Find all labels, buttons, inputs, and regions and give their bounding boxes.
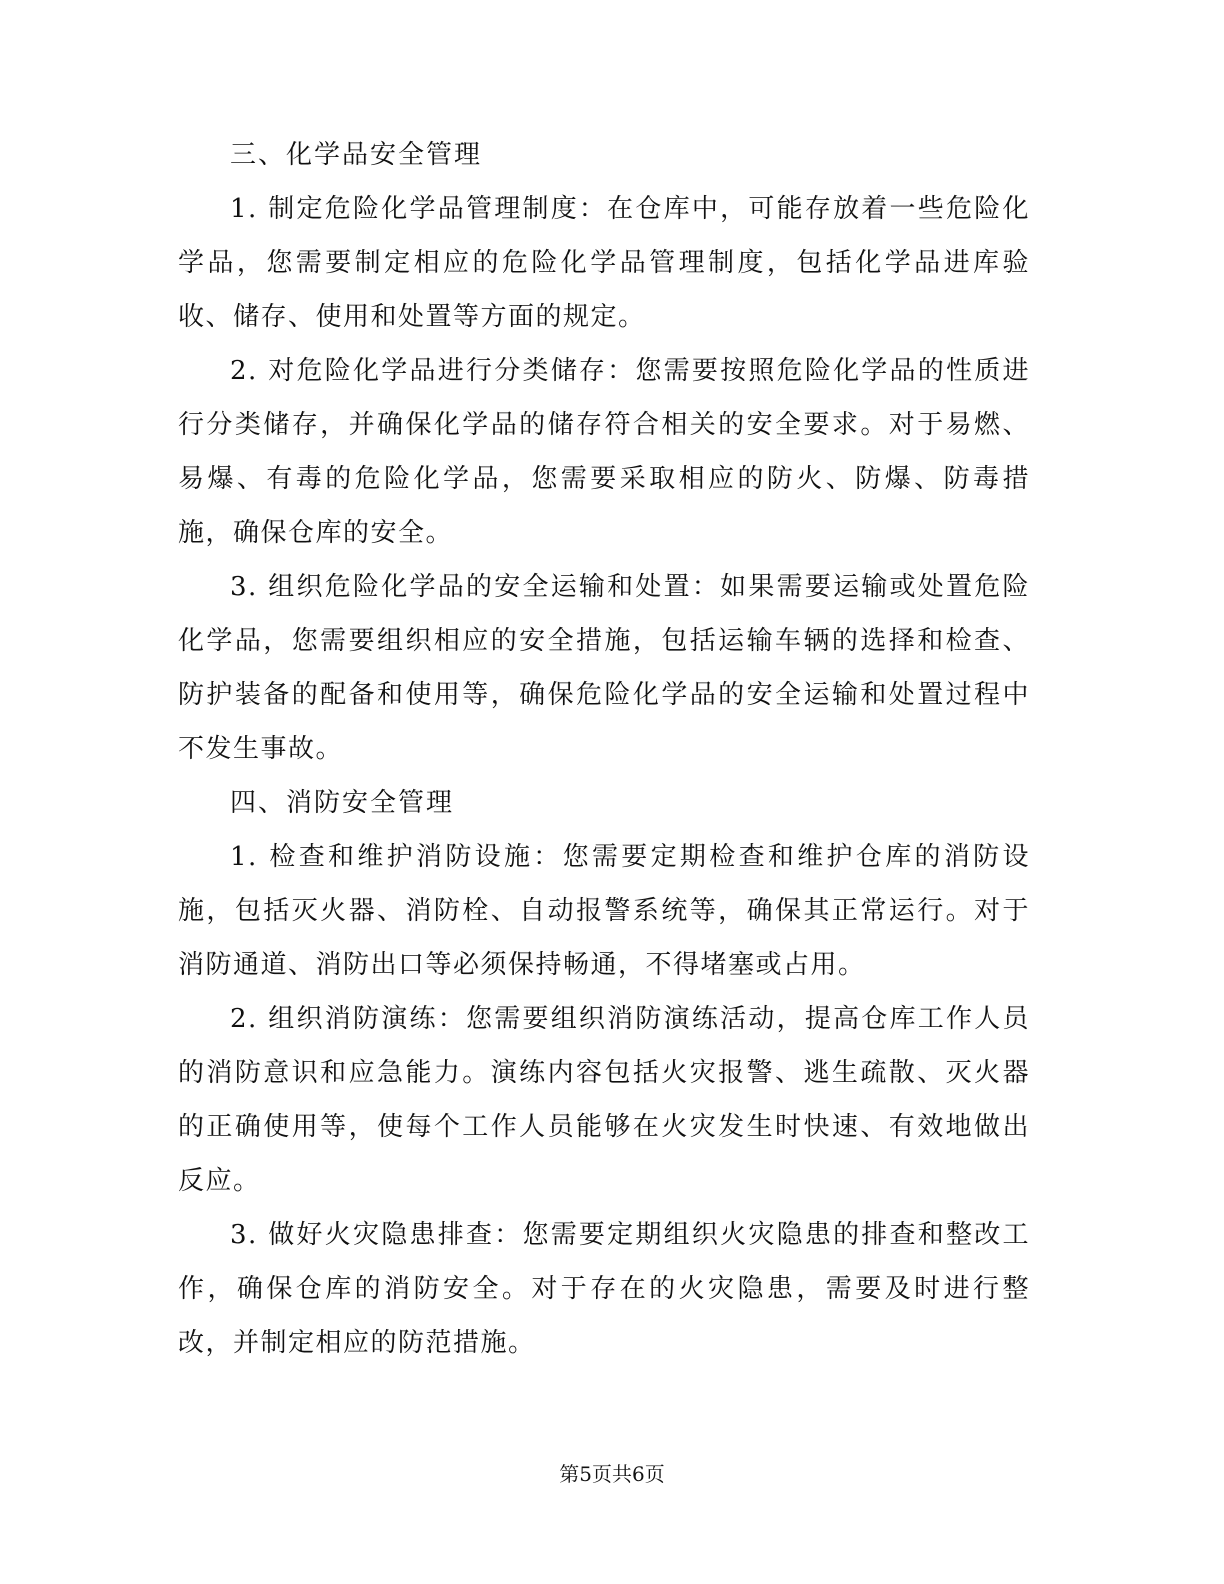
paragraph-chemical-1: 1. 制定危险化学品管理制度：在仓库中，可能存放着一些危险化学品，您需要制定相应的危险化学品管理制度，包括化学品进库验收、储存、使用和处置等方面的规定。 [178,194,1030,332]
page-number: 第5页共6页 [559,1462,665,1486]
paragraph-fire-1: 1. 检查和维护消防设施：您需要定期检查和维护仓库的消防设施，包括灭火器、消防栓、自动报警系统等，确保其正常运行。对于消防通道、消防出口等必须保持畅通，不得堵塞或占用。 [178,842,1030,980]
paragraph-fire-3: 3. 做好火灾隐患排查：您需要定期组织火灾隐患的排查和整改工作，确保仓库的消防安全。对于存在的火灾隐患，需要及时进行整改，并制定相应的防范措施。 [178,1220,1030,1358]
paragraph-chemical-2: 2. 对危险化学品进行分类储存：您需要按照危险化学品的性质进行分类储存，并确保化学品的储存符合相关的安全要求。对于易燃、易爆、有毒的危险化学品，您需要采取相应的防火、防爆、防毒措施，确保仓库的安全。 [178,356,1030,548]
document-body [178,128,1030,1370]
paragraph-fire-2: 2. 组织消防演练：您需要组织消防演练活动，提高仓库工作人员的消防意识和应急能力。演练内容包括火灾报警、逃生疏散、灭火器的正确使用等，使每个工作人员能够在火灾发生时快速、有效地做出反应。 [178,1004,1030,1196]
section-heading-chemical-safety: 三、化学品安全管理 [230,140,483,170]
section-heading-fire-safety: 四、消防安全管理 [230,788,455,818]
paragraph-chemical-3: 3. 组织危险化学品的安全运输和处置：如果需要运输或处置危险化学品，您需要组织相应的安全措施，包括运输车辆的选择和检查、防护装备的配备和使用等，确保危险化学品的安全运输和处置过程中不发生事故。 [178,572,1030,764]
